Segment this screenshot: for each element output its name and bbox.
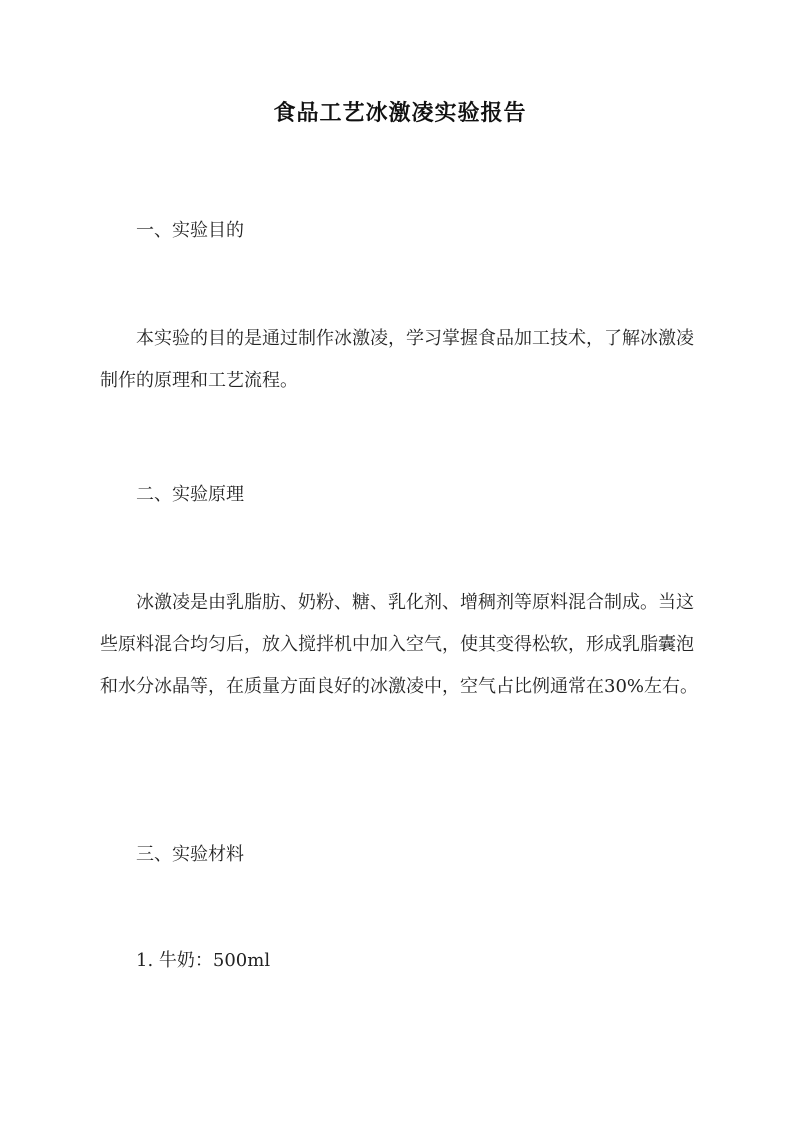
section-paragraph-purpose: 本实验的目的是通过制作冰激凌，学习掌握食品加工技术，了解冰激凌制作的原理和工艺流程。 [100, 328, 694, 391]
materials-list-item: 1. 牛奶：500ml [136, 950, 271, 971]
section-paragraph-principle: 冰激凌是由乳脂肪、奶粉、糖、乳化剂、增稠剂等原料混合制成。当这些原料混合均匀后，放入搅拌机中加入空气，使其变得松软，形成乳脂囊泡和水分冰晶等，在质量方面良好的冰激凌中，空气占比例通常在30%左右。 [100, 592, 699, 697]
section-heading-principle: 二、实验原理 [136, 484, 244, 505]
section-heading-materials: 三、实验材料 [136, 844, 244, 865]
document-title: 食品工艺冰激凌实验报告 [273, 100, 527, 126]
section-heading-purpose: 一、实验目的 [136, 220, 244, 241]
